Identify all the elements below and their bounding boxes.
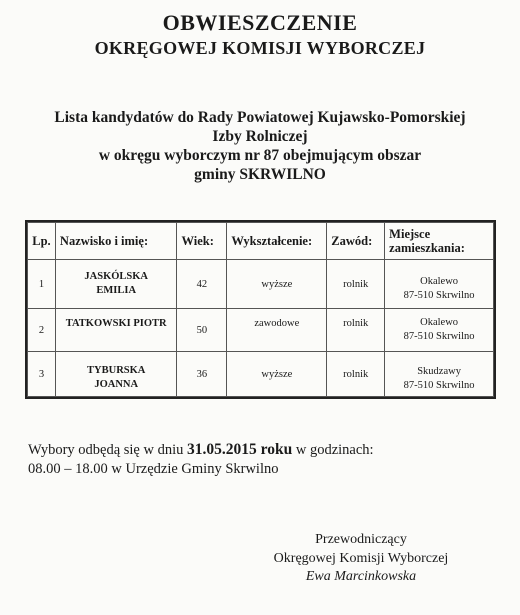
cell-residence [385,309,494,352]
cell-profession: rolnik [327,352,385,397]
cell-postal: 87-510 Skrwilno [403,290,475,301]
header-profession: Zawód: [327,223,385,260]
header-residence [385,223,494,260]
table-header-row [28,223,494,260]
election-date: 31.05.2015 roku [187,441,293,458]
cell-place: Okalewo [420,317,459,328]
header-residence-line-1: Miejsce [389,227,431,241]
cell-firstname: EMILIA [96,285,137,296]
candidates-table [27,222,494,397]
list-heading-line-1: Lista kandydatów do Rady Powiatowej Kujawsko-Pomorskiej [54,109,466,126]
cell-profession [327,309,385,352]
header-age: Wiek: [177,223,227,260]
document-title: OBWIESZCZENIE [162,10,358,35]
cell-education: wyższe [227,260,327,309]
list-heading-line-4: gminy SKRWILNO [194,166,326,183]
table-row [28,309,494,352]
cell-name [55,260,177,309]
list-heading-line-3: w okręgu wyborczym nr 87 obejmującym obszar [98,147,422,164]
cell-lp: 2 [28,309,56,352]
cell-name [55,309,177,352]
cell-education: wyższe [227,352,327,397]
cell-profession-text: rolnik [343,318,369,329]
header-lp: Lp. [28,223,56,260]
cell-age: 36 [177,352,227,397]
election-info-line-1 [28,440,374,460]
cell-residence [385,352,494,397]
header-education: Wykształcenie: [227,223,327,260]
signature-role: Przewodniczący [315,532,407,547]
cell-firstname: JOANNA [94,379,139,390]
cell-profession: rolnik [327,260,385,309]
cell-lp: 1 [28,260,56,309]
cell-age: 50 [177,309,227,352]
cell-education [227,309,327,352]
info-suffix: w godzinach: [292,442,374,458]
cell-surname: TATKOWSKI PIOTR [65,318,167,329]
header-name: Nazwisko i imię: [55,223,177,260]
cell-surname: TYBURSKA [87,365,146,376]
header-residence-line-2: zamieszkania: [389,241,465,255]
cell-residence [385,260,494,309]
cell-surname: JASKÓLSKA [84,271,148,282]
signature-name: Ewa Marcinkowska [305,569,417,584]
election-info [28,440,374,479]
cell-postal: 87-510 Skrwilno [403,380,475,391]
cell-age: 42 [177,260,227,309]
cell-postal: 87-510 Skrwilno [403,331,475,342]
cell-name [55,352,177,397]
cell-place: Okalewo [420,276,459,287]
table-row [28,260,494,309]
cell-place: Skudzawy [417,366,461,377]
document-subtitle: OKRĘGOWEJ KOMISJI WYBORCZEJ [94,38,426,58]
cell-lp: 3 [28,352,56,397]
signature-body: Okręgowej Komisji Wyborczej [273,551,449,566]
table-row [28,352,494,397]
cell-education-text: zawodowe [254,318,300,329]
info-prefix: Wybory odbędą się w dniu [28,442,187,458]
election-info-line-2: 08.00 – 18.00 w Urzędzie Gminy Skrwilno [28,461,279,477]
list-heading-line-2: Izby Rolniczej [212,128,308,145]
